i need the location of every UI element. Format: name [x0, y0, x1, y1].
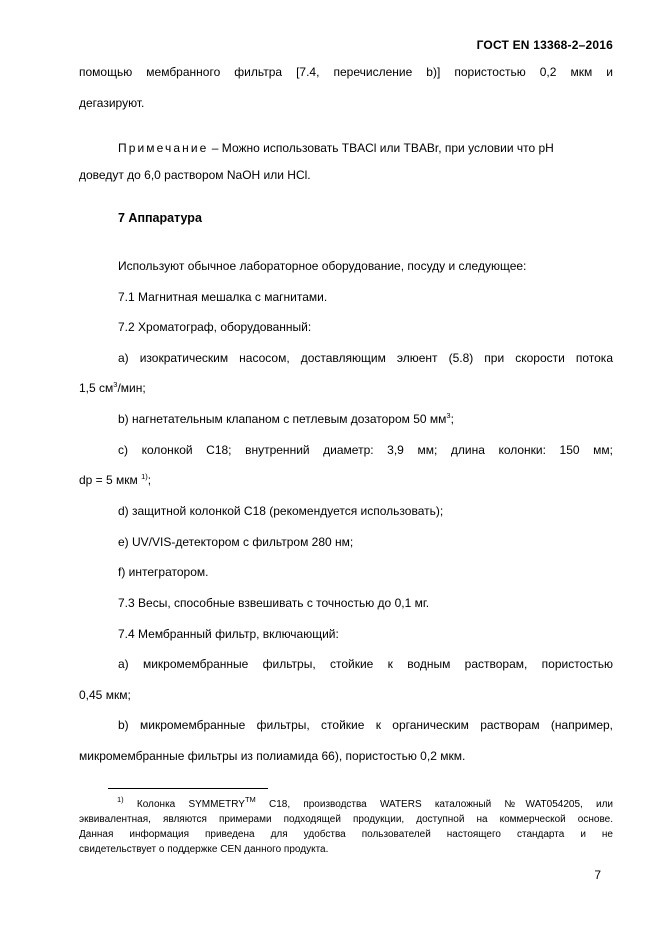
page-number: 7 [594, 868, 601, 882]
list-item: 7.4 Мембранный фильтр, включающий: [118, 627, 339, 641]
list-item: e) UV/VIS-детектором с фильтром 280 нм; [118, 535, 354, 549]
footnote-line: эквивалентная, являются примерами подходящей продукции, доступной на коммерческой основе. [79, 814, 613, 825]
footnote-separator [108, 788, 268, 789]
footnote-line: свидетельствует о поддержке CEN данного продукта. [79, 844, 329, 855]
paragraph-line: дегазируют. [79, 96, 145, 110]
list-item: с) колонкой С18; внутренний диаметр: 3,9 мм; длина колонки: 150 мм; [118, 443, 613, 457]
note-line: доведут до 6,0 раствором NaOH или HCl. [79, 168, 311, 182]
list-item: а) микромембранные фильтры, стойкие к водным растворам, пористостью [118, 657, 613, 671]
section-heading: 7 Аппаратура [118, 211, 202, 225]
list-item: 7.2 Хроматограф, оборудованный: [118, 320, 312, 334]
list-item: 7.1 Магнитная мешалка с магнитами. [118, 290, 328, 304]
paragraph-line: Используют обычное лабораторное оборудование, посуду и следующее: [118, 259, 527, 273]
list-item: b) нагнетательным клапаном с петлевым дозатором 50 $мм^3$; [118, 411, 454, 426]
footnote-line: Данная информация приведена для удобства пользователей настоящего стандарта и не [79, 829, 613, 840]
note-text: – Можно использовать TBACl или TBABr, при условии что pH [208, 141, 554, 155]
list-item-continuation: микромембранные фильтры из полиамида 66), пористостью 0,2 мкм. [79, 749, 466, 763]
list-item: а) изократическим насосом, доставляющим элюент (5.8) при скорости потока [118, 351, 613, 365]
footnote-marker: 1) [117, 795, 124, 804]
list-item: 7.3 Весы, способные взвешивать с точностью до 0,1 мг. [118, 596, 430, 610]
footnote-reference: 1) [141, 472, 148, 481]
note-label: Примечание [118, 141, 209, 155]
list-item-continuation: dp = 5 мкм $^{1)}$; [79, 472, 152, 487]
footnote-line: $^{1)}$ Колонка SYMMETRY™ С18, производства WATERS каталожный №WAT054205, или [117, 795, 614, 810]
list-item: d) защитной колонкой С18 (рекомендуется использовать); [118, 504, 444, 518]
document-number-header: ГОСТ EN 13368-2–2016 [476, 38, 613, 52]
note-line [118, 141, 613, 156]
list-item: f) интегратором. [118, 565, 209, 579]
paragraph-line: помощью мембранного фильтра [7.4, перечисление b)] пористостью 0,2 мкм и [79, 65, 613, 79]
list-item-continuation: 0,45 мкм; [79, 688, 131, 702]
list-item-continuation: 1,5 $см^3$/мин; [79, 380, 146, 395]
list-item: b) микромембранные фильтры, стойкие к органическим растворам (например, [118, 718, 613, 732]
